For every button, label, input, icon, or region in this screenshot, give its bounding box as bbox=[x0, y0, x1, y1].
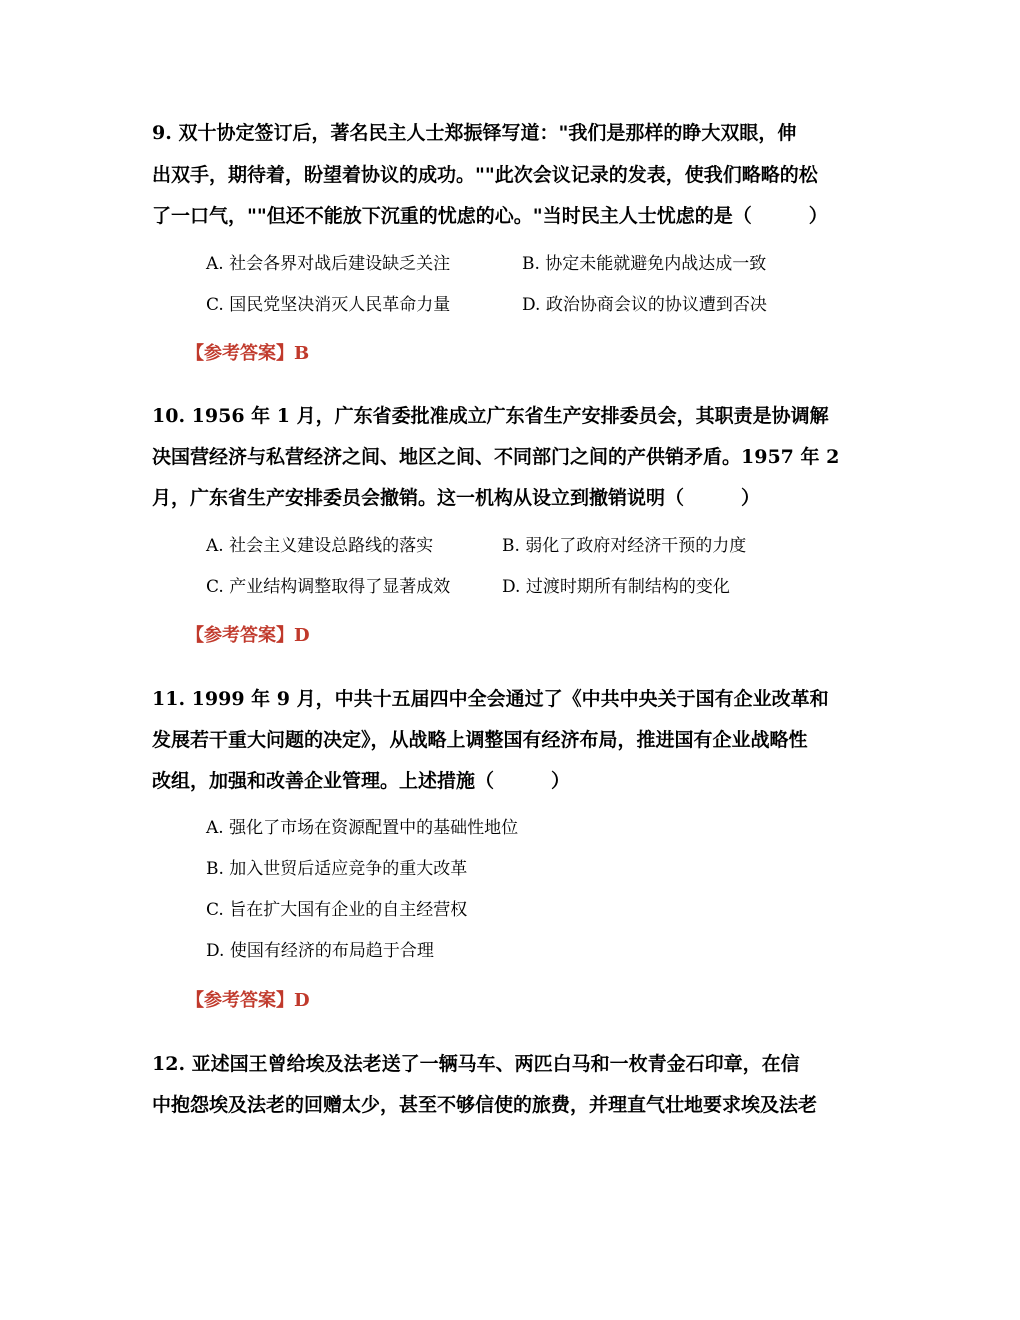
question-10-option-d: D. 过渡时期所有制结构的变化 bbox=[502, 577, 730, 597]
question-11-line-1: 11. 1999 年 9 月，中共十五届四中全会通过了《中共中央关于国有企业改革和 bbox=[152, 688, 829, 710]
question-10-line-1: 10. 1956 年 1 月，广东省委批准成立广东省生产安排委员会，其职责是协调解 bbox=[152, 405, 829, 427]
question-11-option-d: D. 使国有经济的布局趋于合理 bbox=[206, 941, 434, 961]
question-10-line-2: 决国营经济与私营经济之间、地区之间、不同部门之间的产供销矛盾。1957 年 2 bbox=[152, 446, 840, 468]
question-10-option-c: C. 产业结构调整取得了显著成效 bbox=[206, 577, 451, 597]
question-11-line-2: 发展若干重大问题的决定》，从战略上调整国有经济布局，推进国有企业战略性 bbox=[152, 729, 808, 751]
answer-value: D bbox=[294, 990, 310, 1011]
question-9-line-2: 出双手，期待着，盼望着协议的成功。""此次会议记录的发表，使我们略略的松 bbox=[152, 164, 818, 186]
question-11-option-b: B. 加入世贸后适应竞争的重大改革 bbox=[206, 859, 468, 879]
answer-value: D bbox=[294, 625, 310, 646]
question-9-answer bbox=[186, 341, 309, 367]
question-9-line-1: 9. 双十协定签订后，著名民主人士郑振铎写道："我们是那样的睁大双眼，伸 bbox=[152, 122, 797, 144]
question-12-line-1: 12. 亚述国王曾给埃及法老送了一辆马车、两匹白马和一枚青金石印章，在信 bbox=[152, 1053, 800, 1075]
question-10-answer bbox=[186, 623, 310, 649]
question-11-line-3: 改组，加强和改善企业管理。上述措施（ ） bbox=[152, 770, 571, 792]
answer-label: 【参考答案】 bbox=[186, 343, 294, 364]
question-9-line-3: 了一口气，""但还不能放下沉重的忧虑的心。"当时民主人士忧虑的是（ ） bbox=[152, 205, 828, 227]
question-11-option-a: A. 强化了市场在资源配置中的基础性地位 bbox=[206, 818, 519, 838]
question-9-option-c: C. 国民党坚决消灭人民革命力量 bbox=[206, 295, 451, 315]
question-9-option-a: A. 社会各界对战后建设缺乏关注 bbox=[206, 254, 451, 274]
question-10-option-b: B. 弱化了政府对经济干预的力度 bbox=[502, 536, 747, 556]
question-10-option-a: A. 社会主义建设总路线的落实 bbox=[206, 536, 434, 556]
question-9-option-d: D. 政治协商会议的协议遭到否决 bbox=[522, 295, 767, 315]
question-12-line-2: 中抱怨埃及法老的回赠太少，甚至不够信使的旅费，并理直气壮地要求埃及法老 bbox=[152, 1094, 818, 1116]
answer-label: 【参考答案】 bbox=[186, 990, 294, 1011]
question-9-option-b: B. 协定未能就避免内战达成一致 bbox=[522, 254, 767, 274]
question-11-option-c: C. 旨在扩大国有企业的自主经营权 bbox=[206, 900, 468, 920]
question-11-answer bbox=[186, 988, 310, 1014]
question-10-line-3: 月，广东省生产安排委员会撤销。这一机构从设立到撤销说明（ ） bbox=[152, 487, 761, 509]
answer-label: 【参考答案】 bbox=[186, 625, 294, 646]
answer-value: B bbox=[294, 343, 310, 364]
